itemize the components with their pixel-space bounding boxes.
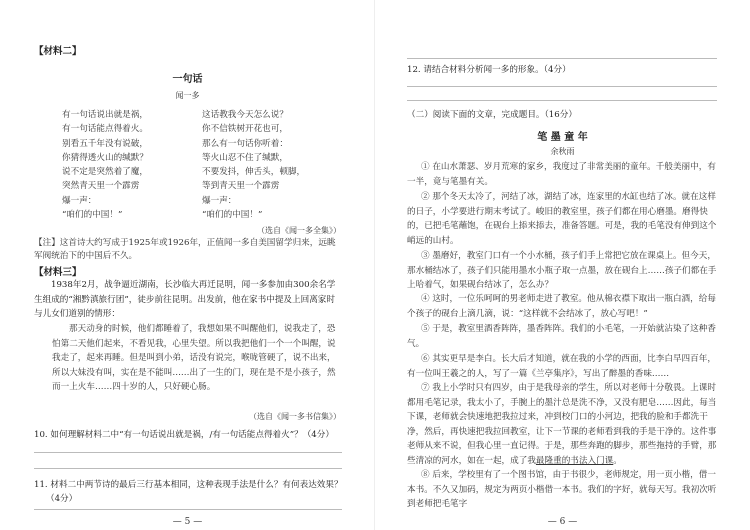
answer-line[interactable] (34, 509, 342, 510)
poem-line: 等到青天里一个霹雳 (202, 181, 280, 192)
poem-right-column (202, 108, 305, 222)
poem-title: 一句话 (172, 74, 203, 85)
question-11-points: （4分） (46, 494, 78, 504)
material3-label: 【材料三】 (34, 267, 82, 278)
letter-quote: 那天动身的时候，他们都睡着了，我想如果不叫醒他们，说我走了，恐怕第二天他们起来，不看见我，心里失望。所以我把他们一个一个叫醒，说我走了，起来再睡。但是叫到小弟，话没有说完，喉咙管硬了，说不出来，所以大妹没有叫，实在是不能叫……出了一生的门，现在是不是小孩子，然而一上火车……四十岁的人，只好硬心肠。 (52, 324, 336, 393)
essay-paragraph-2: ② 那个冬天太冷了，河结了冰，湖结了冰，连家里的水缸也结了冰。就在这样的日子，小学要进行期末考试了。峻旧的教室里，孩子们都在用心磨墨。磨得快的，已把毛笔蘸饱，在砚台上掭来掭去，准备答题。可是，我的毛笔没有伸到这个峭远的山村。 (407, 192, 717, 246)
poem-line: 不要发抖，伸舌头，顿脚， (202, 167, 306, 178)
answer-line[interactable] (407, 100, 717, 101)
essay-paragraph-8: ⑧ 后来，学校里有了一个图书馆，由于书很少，老师规定，用一页小楷，借一本书。不久又加码，规定为两页小楷借一本书。我们的字好，就每天写。我初次听到老师把毛笔字 (407, 470, 717, 510)
question-10: 10. 如何理解材料二中“有一句话说出就是祸，/有一句话能点得着火”？（4分） (34, 430, 334, 440)
section-heading: （二）阅读下面的文章，完成题目。（16分） (407, 110, 577, 120)
essay-paragraph-4: ④ 这时，一位乐呵呵的男老师走进了教室。他从棉衣襟下取出一瓶白酒，给每个孩子的砚台上滴几滴，说：“这样就不会结冰了，放心写吧！” (407, 294, 716, 319)
essay-paragraph-5: ⑤ 于是，教室里酒香阵阵，墨香阵阵。我们的小毛笔，一开始就沾染了这种香气。 (407, 324, 716, 349)
underlined-sentence: 最隆重的书法入门课 (535, 455, 614, 466)
poem-line: 说不定是突然着了魔， (62, 167, 148, 178)
poem-line: 突然青天里一个霹雳 (62, 181, 140, 192)
poem-source: （选自《闻一多全集》） (257, 226, 341, 235)
poem-line: “咱们的中国！” (62, 210, 123, 221)
essay-paragraph-6: ⑥ 其实更早是李白。长大后才知道，就在我的小学的西面，比李白早四百年，有一位叫王羲之的人，写了一篇《兰亭集序》，写出了醉墨的香味…… (407, 354, 716, 379)
poem-line: 等火山忍不住了缄默， (202, 152, 288, 163)
material2-label: 【材料二】 (34, 46, 82, 57)
question-12: 12. 请结合材料分析闻一多的形象。（4分） (407, 65, 571, 75)
poem-line: 你猜得透火山的缄默？ (62, 152, 148, 163)
question-11: 11. 材料二中两节诗的最后三行基本相同，这种表现手法是什么？有何表达效果？ (34, 480, 343, 490)
poem-line: 有一句话说出就是祸， (62, 110, 148, 120)
poem-line: 爆一声： (202, 195, 237, 206)
poem-line: 这话教我今天怎么说？ (202, 110, 288, 120)
paragraph-7-text: ⑦ 我上小学时只有四岁，由于是我母亲的学生，所以对老师十分敬畏。上课时都用毛笔记录，我太小了，手腕上的墨汁总是洗不净，又没有肥皂……因此，每当下课，老师就会快速地把我拉过来，冲到校门口的小河边，把我的脸和手都洗干净，然后，再快速把我拉回教室，让下一节课的老师看到我的手是干净的。这件事老师从来不说，但我心里一直记得。于是，那些奔跑的脚步，那些拖持的手臂，那些清凉的河水，如在一起，成了我 (407, 383, 717, 466)
poem-line: 你不信铁树开花也可， (202, 124, 288, 135)
right-page (375, 0, 750, 530)
letter-source: （选自《闻一多书信集》） (249, 412, 341, 421)
poem-note: 【注】这首诗大约写成于1925年或1926年，正值闻一多自美国留学归来，远眺军阀统治下的中国后不久。 (34, 238, 336, 261)
poem-line: 有一句话能点得着火。 (62, 124, 148, 135)
answer-line[interactable] (407, 86, 717, 87)
poem-left-column (62, 108, 148, 222)
essay-paragraph-1: ① 在山水萧瑟、岁月荒寒的家乡，我度过了非常美丽的童年。千般美丽中，有一半，竟与笔墨有关。 (407, 162, 716, 187)
poem-line: 那么有一句话你听着： (202, 138, 288, 149)
answer-line[interactable] (34, 468, 342, 469)
poem-line: 别看五千年没有说破， (62, 138, 148, 149)
essay-title: 笔 墨 童 年 (537, 132, 588, 143)
essay-author: 余秋雨 (550, 147, 575, 156)
essay-paragraph-3: ③ 墨磨好，教室门口有一个小水桶，孩子们手上常把它放在课桌上。但今天，那水桶结冰了，孩子们只能用墨水小瓶子取一点墨，放在砚台上……孩子们都在手上哈着气，如果砚台结冰了，怎么办？ (407, 251, 717, 291)
page-number: — 5 — (172, 517, 203, 527)
poem-line: “咱们的中国！” (202, 210, 263, 221)
material3-text: 1938年2月，战争逼近湖南，长沙临大再迁昆明，闻一多参加由300余名学生组成的“湘黔滇旅行团”，徒步前往昆明。出发前，他在家书中提及上回离家时与儿女们道别的情形： (34, 280, 336, 320)
poem-line: 爆一声： (62, 195, 97, 206)
poem-author: 闻一多 (175, 91, 200, 100)
paragraph-7-end: 。 (613, 455, 622, 466)
page-number: — 6 — (547, 517, 578, 527)
answer-line[interactable] (407, 58, 717, 59)
essay-paragraph-7 (407, 381, 717, 469)
answer-line[interactable] (34, 452, 342, 453)
